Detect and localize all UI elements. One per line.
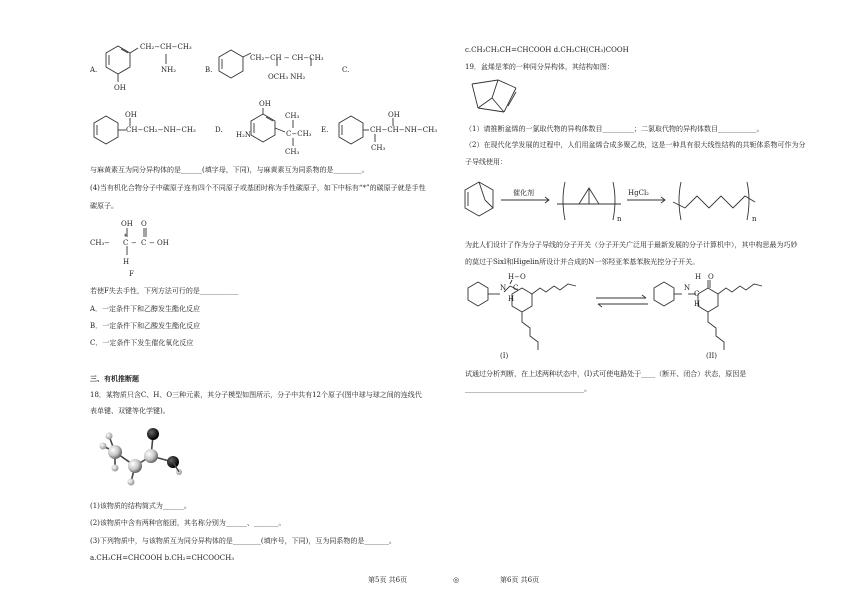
option-label-b: B. xyxy=(205,66,213,74)
equilibrium-arrows xyxy=(594,294,650,308)
chiral-bond-3: − xyxy=(149,239,155,247)
option-label-c: C. xyxy=(342,66,350,74)
page-number-left: 第5页 共6页 xyxy=(368,576,408,584)
option-label-e: E. xyxy=(321,126,329,134)
chiral-c2: C xyxy=(141,239,147,247)
chiral-bond-1: − xyxy=(104,239,110,247)
question-18-2: (2)该物质中含有两种官能团，其名称分别为______、_______。 xyxy=(90,519,286,527)
structure-a-chain: CH₂−CH−CH₃ xyxy=(140,43,192,51)
chiral-star: * xyxy=(124,233,128,241)
structure-d-h2n: H₂N xyxy=(236,131,252,139)
question-18-line1: 18．某物质只含C、H、O三种元素，其分子模型如图所示，分子中共有12个原子(图中球与球之间的连线代 xyxy=(90,391,422,399)
molecule-ii-h: H xyxy=(695,273,702,281)
chiral-h: H xyxy=(123,258,130,266)
polymer-subscript-n2: n xyxy=(752,215,757,223)
chiral-o: O xyxy=(141,220,147,228)
benzvalene-structure xyxy=(468,76,528,120)
question-19-4-line1: 试通过分析判断，在上述两种状态中，(I)式可使电路处于____（断开、闭合）状态，原因是 xyxy=(465,370,747,378)
question-isomer-text: 与麻黄素互为同分异构体的是______(填字母，下同)，与麻黄素互为同系物的是________。 xyxy=(90,166,369,174)
structure-c-chain: CH−CH₂−NH−CH₃ xyxy=(126,126,196,134)
question-19-3-line1: 为此人们设计了作为分子导线的分子开关（分子开关广泛用于最新发展的分子计算机中），其中构思最为巧妙 xyxy=(465,241,798,249)
question-4-ask: 若使F失去手性，下列方法可行的是___________ xyxy=(90,287,239,295)
structure-d-oh: OH xyxy=(259,100,271,108)
option-label-a: A. xyxy=(90,66,98,74)
polymer-subscript-n1: n xyxy=(617,215,622,223)
chiral-oh2: OH xyxy=(157,239,169,247)
molecule-i-h: H xyxy=(508,295,515,303)
molecule-i-c: C xyxy=(513,284,519,292)
chiral-oh: OH xyxy=(121,220,133,228)
option-a: A．一定条件下和乙醇发生酯化反应 xyxy=(90,305,201,313)
question-18-1: (1)该物质的结构简式为______。 xyxy=(90,502,191,510)
question-18-options-ab: a.CH₃CH=CHCOOH b.CH₂=CHCOOCH₃ xyxy=(90,554,235,562)
structure-e-oh: OH xyxy=(388,111,400,119)
question-19-4-line2: __________________________________。 xyxy=(465,385,591,393)
structure-b-chain: CH₂−CH − CH−CH₃ xyxy=(250,54,324,62)
chiral-bond-2: − xyxy=(131,239,137,247)
question-18-line2: 表单键、双键等化学键)。 xyxy=(90,407,170,415)
question-4-line1: (4)当有机化合物分子中碳原子连有四个不同原子或基团时称为手性碳原子，如下中标有“*”的碳原子就是手性 xyxy=(90,184,426,192)
molecule-ii-structure xyxy=(652,272,772,352)
structure-a-nh2: NH₂ xyxy=(161,66,177,74)
structure-c-oh: OH xyxy=(125,111,137,119)
structure-d-ch3-bottom: CH₃ xyxy=(285,148,300,156)
section-3-heading: 三、有机推断题 xyxy=(90,374,139,383)
chiral-c-star: C xyxy=(123,239,129,247)
molecule-i-structure xyxy=(466,272,586,352)
molecule-i-h-o: H−O xyxy=(508,273,526,281)
molecule-ii-h-bottom: H xyxy=(694,300,701,308)
question-19-2-line1: （2）在现代化学发展的过程中，人们用盆烯合成多聚乙炔，这是一种具有很大线性结构的共轭体系物可作为分 xyxy=(465,141,806,149)
option-c: C．一定条件下发生催化氧化反应 xyxy=(90,339,194,347)
structure-d-ch3-top: CH₃ xyxy=(285,112,300,120)
structure-e-chain: CH−CH−NH−CH₃ xyxy=(370,126,438,134)
structure-d-c-ch3: C−CH₃ xyxy=(286,130,312,138)
question-4-line2: 碳原子。 xyxy=(90,202,118,210)
question-19-2-line2: 子导线使用： xyxy=(465,158,507,166)
reaction-scheme xyxy=(465,176,765,228)
question-19-3-line2: 的莫过于Sixl和Higelin所设计并合成的N一邻羟亚苯基苯胺光控分子开关。 xyxy=(465,258,700,266)
molecule-i-n: N xyxy=(500,284,507,292)
ball-stick-model xyxy=(95,422,195,502)
molecule-ii-n: N xyxy=(684,284,691,292)
chiral-ch3: CH₃ xyxy=(90,239,105,247)
question-19-1: （1）请推断盆烯的一氯取代物的异构体数目_________；二氯取代物的异构体数目___________。 xyxy=(465,125,764,133)
reagent-label: HgCl₂ xyxy=(628,189,649,197)
option-label-d: D. xyxy=(215,126,223,134)
molecule-ii-label: (II) xyxy=(706,352,717,360)
center-binding-mark: ◎ xyxy=(453,576,460,584)
structure-a-oh: OH xyxy=(114,84,126,92)
option-b: B．一定条件下和乙酸发生酯化反应 xyxy=(90,322,201,330)
chiral-f-label: F xyxy=(129,270,134,278)
molecule-ii-o: O xyxy=(708,273,714,281)
question-18-3: (3)下列物质中，与该物质互为同分异构体的是________(填序号，下同)，互为同系物的是_______。 xyxy=(90,537,396,545)
molecule-ii-c: C xyxy=(694,290,700,298)
structure-b-substituents: OCH₃ NH₂ xyxy=(268,73,306,81)
page-number-right: 第6页 共6页 xyxy=(500,576,540,584)
question-18-options-cd: c.CH₃CH₂CH=CHCOOH d.CH₃CH(CH₃)COOH xyxy=(465,46,629,54)
molecule-i-label: (I) xyxy=(500,352,509,360)
structure-e-ch3: CH₃ xyxy=(371,144,386,152)
catalyst-label: 催化剂 xyxy=(513,189,534,197)
question-19-title: 19．盆烯是苯的一种同分异构体，其结构如图： xyxy=(465,63,614,71)
